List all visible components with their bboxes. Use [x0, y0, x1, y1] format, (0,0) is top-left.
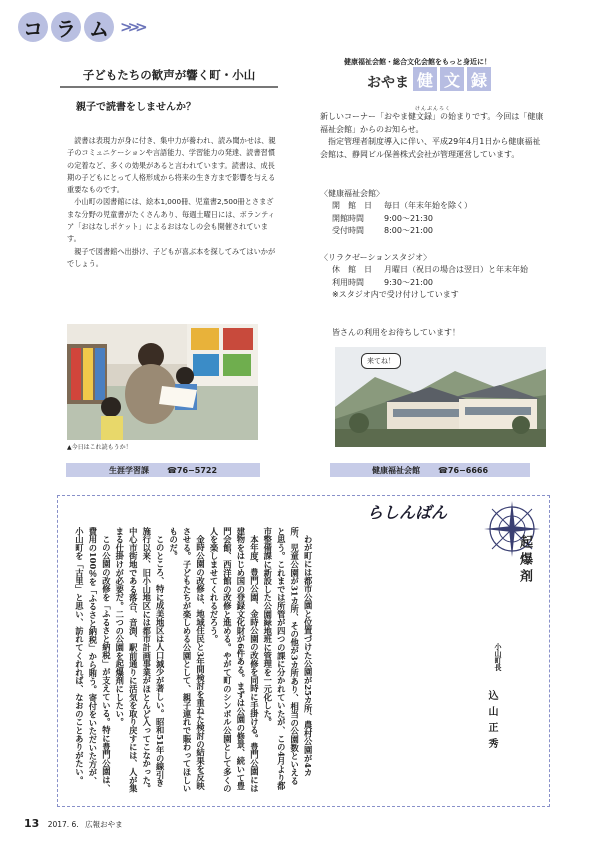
closing-line: 皆さんの利用をお待ちしています！: [332, 328, 460, 337]
intro-paragraph: 指定管理者制度導入に伴い、平成29年4月1日から健康福祉会館は、静岡ビル保善株式会社が管理運営しています。: [320, 137, 541, 159]
brand-char: 文: [440, 67, 464, 91]
essay-paragraph: 本年度、豊門公園、金時公園の改修を同時に手掛ける。豊門公園には建物をはじめ国の登録文化財が6件ある。まずは公園の修景、続いて豊門会館、西洋館の改修と進める。やがて町のシンボル公園として多くの人を楽しませてくれるだろう。: [208, 527, 260, 793]
author-role: 小山町長: [494, 643, 503, 671]
compass-icon: [480, 497, 544, 565]
facility-name: 〈リラクゼーションスタジオ〉: [320, 253, 432, 262]
column-essay: [72, 527, 314, 793]
schedule-value: 9:30～21:00: [384, 277, 434, 287]
studio-note: ※スタジオ内で受け付けしています: [332, 290, 459, 300]
left-article-subtitle: 親子で読書をしませんか？: [76, 102, 196, 113]
schedule-key: 休 館 日: [332, 265, 372, 275]
facility-name: 〈健康福祉会館〉: [320, 189, 384, 198]
column-header-char: コ: [18, 12, 48, 42]
contact-phone: ☎76−6666: [437, 465, 489, 475]
left-paragraph: 小山町の図書館には、絵本1,000冊、児童書2,500冊とさまざまな分野の児童書がたくさんあり、毎週土曜日には、ボランティア「おはなしポケット」によるおはなしの会も開催されています。: [67, 197, 275, 244]
essay-paragraph: この公園の改修を「ふるさと納税」が支えている。特に豊門公園は、費用の100％を「ふるさと納税」から賄う。寄付をいただいた方が、小山町を「古里」と思い、訪れてくれれば、なおのことありがたい。: [74, 527, 112, 793]
page-number: 13: [24, 817, 40, 830]
facility-studio-schedule: [320, 252, 545, 302]
essay-paragraph: 金時公園の改修は、地域住民と3年間検討を重ねた検討の結果を反映させる。子どもたちが楽しめる公園として、親子連れで賑わってほしいものだ。: [168, 527, 206, 793]
right-intro: [320, 111, 545, 161]
photo-caption: ▲今日はこれ読もうか！: [67, 444, 132, 451]
page-footer: [24, 817, 123, 830]
building-photo: [335, 347, 546, 447]
left-paragraph: 親子で図書館へ出掛け、子どもが喜ぶ本を探してみてはいかがでしょう。: [67, 246, 276, 268]
column-title: 起爆剤: [517, 535, 532, 586]
contact-phone: ☎76−5722: [166, 465, 218, 475]
essay-paragraph: このところ、特に成美地区は人口減少が著しい。昭和51年の線引き施行以来、旧小山地区には都市計画事業がほとんど入ってこなかった。中心市街地である落合、音渕、駅前通りに活気を取り戻すには、人が集まる仕掛けが必要だ。二つの公園を起爆剤にしたい。: [114, 527, 166, 793]
column-series-title: らしんばん: [367, 503, 448, 522]
schedule-value: 9:00～21:30: [384, 213, 434, 223]
column-header-char: ム: [84, 12, 114, 42]
left-paragraph: 読書は表現力が身に付き、集中力が養われ、読み聞かせは、親子のコミュニケーションや言語能力、学習能力の発達、読書習慣の定着など、多くの効果があると言われています。読書は、成長期の子どもにとって人格形成から将来の生き方まで影響を与える重要なものです。: [67, 136, 276, 195]
left-article-body: [67, 135, 279, 270]
issue-date: 2017. 6.: [47, 820, 79, 829]
schedule-value: 8:00～21:00: [384, 226, 434, 236]
column-header-char: ラ: [51, 12, 81, 42]
left-article-title: 子どもたちの歓声が響く町・小山: [60, 67, 278, 88]
schedule-key: 利用時間: [332, 277, 364, 287]
essay-paragraph: わが町には都市公園と位置づけた公園が25カ所、農村公園が4カ所、児童公園が31カ所、その他が3カ所あり、相当の公園数といえると思う。これまでは所管が四つの課に分かれていたが、この4月より都市整備課に新設した公園緑地班に管理を一元化した。: [262, 527, 314, 791]
schedule-key: 開館時間: [332, 213, 364, 223]
author-name: 込山正秀: [486, 690, 497, 754]
schedule-value: 毎日（年末年始を除く）: [384, 201, 472, 211]
schedule-key: 開 館 日: [332, 201, 372, 211]
reading-photo: [67, 324, 258, 440]
schedule-value: 月曜日（祝日の場合は翌日）と年末年始: [384, 265, 528, 275]
left-contact-band: [66, 463, 260, 477]
contact-dept: 生涯学習課: [108, 465, 149, 475]
publication-name: 広報おやま: [85, 820, 123, 829]
intro-paragraph: 新しいコーナー「おやま健文録」の始まりです。今回は「健康福祉会館」からのお知らせ。: [320, 112, 544, 134]
brand-char: 録: [467, 67, 491, 91]
brand-char: 健: [413, 67, 437, 91]
right-lead: 健康福祉会館・総合文化会館をもっと身近に！: [344, 58, 491, 66]
speech-bubble: 来てね！: [361, 353, 401, 369]
chevron-arrows-icon: >>>: [120, 18, 143, 36]
schedule-key: 受付時間: [332, 226, 364, 236]
facility-hall-schedule: [320, 188, 545, 238]
brand-prefix: おやま: [367, 75, 409, 91]
contact-dept: 健康福祉会館: [371, 465, 420, 475]
brand-ruby: けんぶんろく: [415, 106, 452, 112]
right-contact-band: [330, 463, 530, 477]
